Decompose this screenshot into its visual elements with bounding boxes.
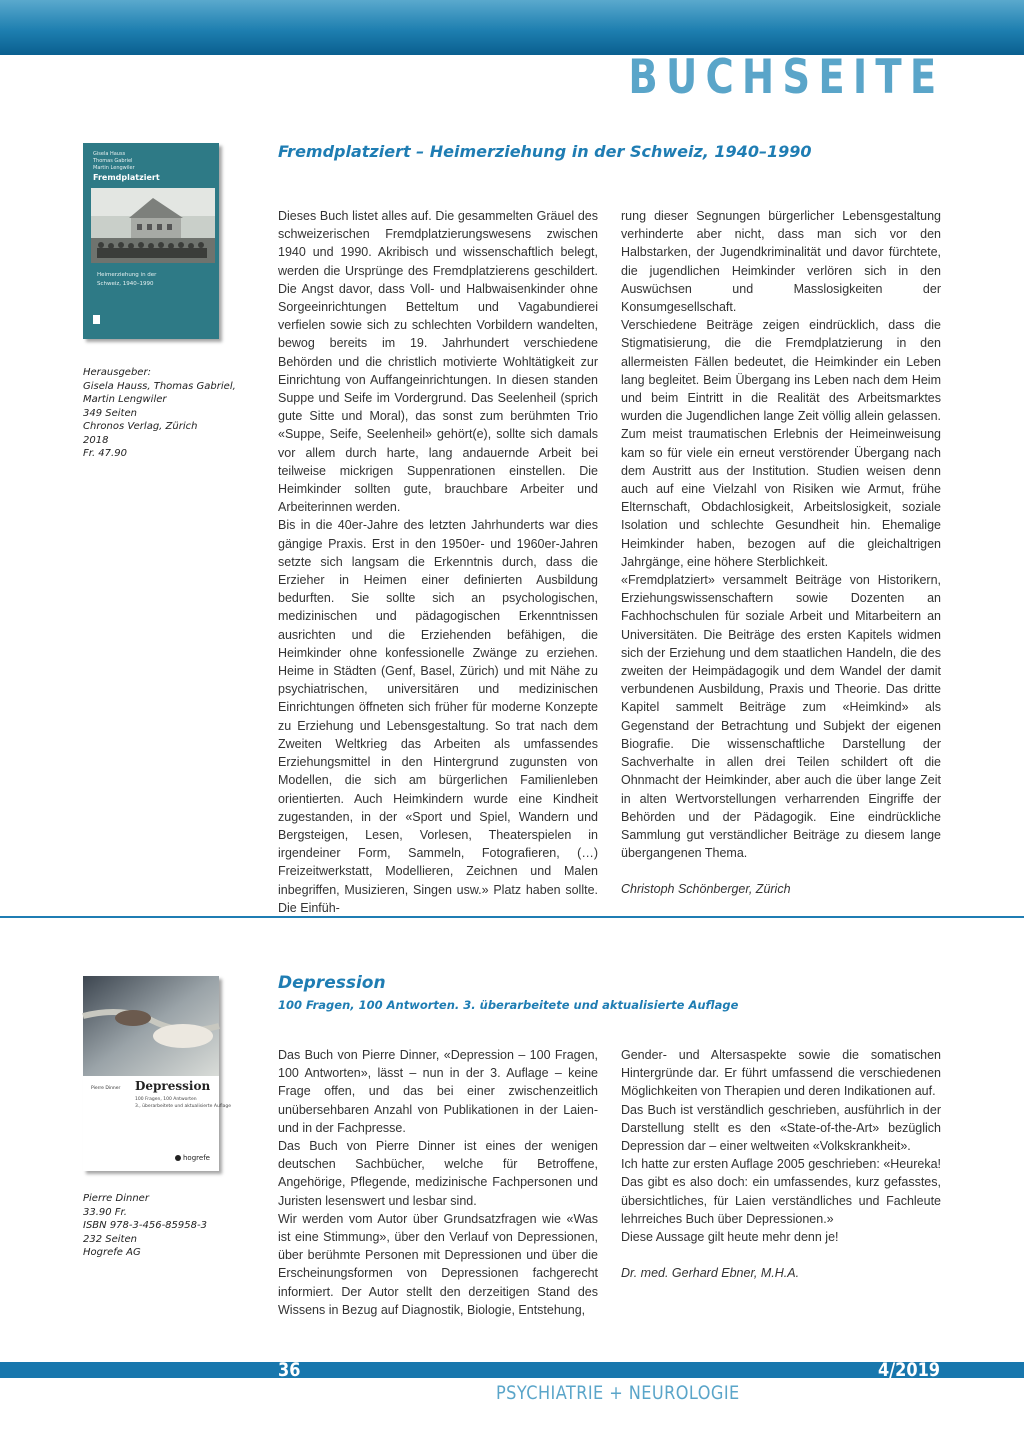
cover-author-3: Martin Lengwiler — [93, 165, 135, 171]
cover-author: Pierre Dinner — [91, 1086, 121, 1091]
footer-band — [0, 1362, 1024, 1378]
cover-author-2: Thomas Gabriel — [93, 158, 133, 164]
paragraph: Das Buch von Pierre Dinner, «Depression – 100 Fragen, 100 Antworten», lässt – nun in der 3. Auflage – keine Frage offen, und das bei einer zwischenzeitlich unübersehbaren Anzahl von Publikationen in der Laien- und in der Fachpresse. — [278, 1048, 598, 1135]
header-band — [0, 0, 1024, 55]
paragraph: Gender- und Altersaspekte sowie die somatischen Hintergründe dar. Er führt umfassend die verschiedenen Möglichkeiten von Therapien und deren Indikationen auf. — [621, 1048, 941, 1099]
meta-line: Fr. 47.90 — [83, 448, 127, 459]
cover-author-1: Gisela Hauss — [93, 151, 126, 157]
journal-name: PSYCHIATRIE + NEUROLOGIE — [496, 1382, 740, 1404]
page-number: 36 — [278, 1359, 301, 1381]
paragraph: Bis in die 40er-Jahre des letzten Jahrhunderts war dies gängige Praxis. Erst in den 1950er- und 1960er-Jahren setzte sich langsam die Erkenntnis durch, dass die Erzieher in Heimen einer definierten Ausbildung bedurften. Sie sollte sich an psychologischen, medizinischen und pädagogischen Erkenntnissen ausrichten und die Erziehenden befähigen, die Heimkinder ohne konfessionelle Zwänge zu erziehen. Heime in Städten (Genf, Basel, Zürich) und mit Nähe zu psychiatrischen, universitären und medizinischen Einrichtungen öffneten sich früher für moderne Konzepte zu Erziehung und Lebensgestaltung. So trat nach dem Zweiten Weltkrieg das Arbeiten als umfassendes Erziehungsmittel in den Hintergrund zugunsten von Modellen, die sich am bürgerlichen Familienleben orientierten. Auch Heimkindern wurde eine Kindheit zugestanden, in der «Sport und Spiel, Wandern und Bergsteigen, Lesen, Vorlesen, Theaterspielen in irgendeiner Form, Sammeln, Fotografieren, (…) Freizeitwerkstatt, Modellieren, Zeichnen und Malen inbegriffen, Musizieren, Singen usw.» Platz haben sollte. Die Einfüh- — [278, 518, 598, 915]
review2-subtitle: 100 Fragen, 100 Antworten. 3. überarbeitete und aktualisierte Auflage — [278, 998, 739, 1012]
cover-subtitle-1: Heimerziehung in der — [97, 272, 157, 278]
cover-subtitle-2: Schweiz, 1940–1990 — [97, 281, 154, 287]
cover-photo — [83, 976, 219, 1076]
review2-title: Depression — [278, 973, 386, 993]
meta-line: Chronos Verlag, Zürich — [83, 421, 198, 432]
paragraph: Das Buch ist verständlich geschrieben, ausführlich in der Darstellung stellt es den «State-of-the-Art» bezüglich Depression dar – einer weltweiten «Volkskrankheit». — [621, 1102, 941, 1154]
meta-line: 2018 — [83, 434, 109, 446]
review2-meta — [83, 1192, 253, 1260]
meta-line: 349 Seiten — [83, 407, 137, 419]
review1-signature: Christoph Schönberger, Zürich — [621, 882, 791, 897]
paragraph: Das Buch von Pierre Dinner ist eines der wenigen deutschen Sachbücher, welche für Betroffene, Angehörige, Pflegende, medizinische Fachpersonen und Juristen lesenswert und lesbar sind. — [278, 1139, 598, 1208]
review1-book-cover — [83, 143, 219, 339]
paragraph: «Fremdplatziert» versammelt Beiträge von Historikern, Erziehungswissenschaftern sowie Dozenten an Fachhochschulen für soziale Arbeit und Mitarbeitern an Universitäten. Die Beiträge des ersten Kapitels widmen sich der Erziehung und dem staatlichen Handeln, die des zweiten der Heimpädagogik und dem Wandel der damit verbundenen Ausbildung, Praxis und Theorie. Das dritte Kapitel sammelt Beiträge zum «Heimkind» als Gegenstand der Betrachtung und Subjekt der eigenen Biografie. Die wissenschaftliche Darstellung der Sachverhalte in allen drei Teilen schildert oft die Ohnmacht der Heimkinder, aber auch die über lange Zeit in alten Wertvorstellungen verharrenden Eingriffe der Behörden und der Pädagogik. Eine eindrückliche Sammlung gut verständlicher Beiträge zu diesem lange übergangenen Thema. — [621, 573, 941, 861]
meta-line: Martin Lengwiler — [83, 394, 167, 405]
paragraph: Ich hatte zur ersten Auflage 2005 geschrieben: «Heureka! Das gibt es also doch: ein umfassendes, kurz gefasstes, übersichtliches, für Laien verständliches und Fachleute lehrreiches Buch über Depressionen.» — [621, 1157, 941, 1226]
section-divider — [0, 916, 1024, 918]
hogrefe-logo-icon — [175, 1155, 181, 1161]
section-title: BUCHSEITE — [627, 50, 944, 105]
meta-line: Pierre Dinner — [83, 1193, 149, 1204]
review1-meta — [83, 366, 253, 461]
review2-signature: Dr. med. Gerhard Ebner, M.H.A. — [621, 1266, 800, 1281]
cover-publisher: hogrefe — [183, 1154, 210, 1162]
review2-column-2 — [621, 1046, 941, 1282]
meta-line: Herausgeber: — [83, 367, 151, 378]
paragraph: Dieses Buch listet alles auf. Die gesammelten Gräuel des schweizerischen Fremdplatzierungswesens zwischen 1940 und 1990. Akribisch und wissenschaftlich belegt, werden die Ursprünge des Fremdplatzierens geschildert. Die Angst davor, dass Voll- und Halbwaisenkinder ohne Sorgeeinrichtungen Betteltum und Vagabundierei verfielen sowie sich zu schlechten Vorbildern wandelten, bewog bereits im 19. Jahrhundert verschiedene Behörden und die christlich motivierte Wohltätigkeit zur Einrichtung von Auffangeinrichtungen. In diesen standen Suppe und Seife im Vordergrund. Das Seelenheil (sprich gute Sitte und Moral), das sonst zum berühmten Trio «Suppe, Seife, Seelenheil» gehört(e), sollte sich damals vor allem durch harte, lang andauernde Arbeit bei teilweise mickrigen Suppenrationen einstellen. Die Heimkinder sollten gute, brauchbare Arbeiter und Arbeiterinnen werden. — [278, 209, 598, 515]
paragraph: rung dieser Segnungen bürgerlicher Lebensgestaltung verhinderte aber nicht, dass man sich vor den Halbstarken, der Jugendkriminalität und davor fürchtete, die jugendlichen Heimkinder verlören sich in den Auswüchsen und Masslosigkeiten der Konsumgesellschaft. — [621, 209, 941, 315]
review1-column-1 — [278, 207, 598, 917]
meta-line: Hogrefe AG — [83, 1247, 141, 1258]
cover-title: Fremdplatziert — [93, 173, 160, 182]
paragraph: Diese Aussage gilt heute mehr denn je! — [621, 1230, 839, 1245]
cover-subtitle-1: 100 Fragen, 100 Antworten — [135, 1097, 197, 1102]
meta-line: Gisela Hauss, Thomas Gabriel, — [83, 380, 236, 392]
paragraph: Verschiedene Beiträge zeigen eindrücklich, dass die Stigmatisierung, die die Fremdplatzierung in den allermeisten Fällen bedeutet, die Heimkinder ein Leben lang begleitet. Beim Übergang ins Leben nach dem Heim und beim Eintritt in die Realität des Arbeitsmarktes wurden die Jugendlichen lange Zeit völlig allein gelassen. Zum meist traumatischen Erlebnis der Heimeinweisung kam so für viele ein erneut verstörender Übergang nach dem Austritt aus der Institution. Studien weisen denn auch auf eine Vielzahl von Risiken wie Armut, frühe Elternschaft, Obdachlosigkeit, Arbeitslosigkeit, soziale Isolation und schlechte Gesundheit hin. Ehemalige Heimkinder haben, bezogen auf die gleichaltrigen Jahrgänge, eine höhere Sterblichkeit. — [621, 318, 941, 569]
meta-line: 33.90 Fr. — [83, 1206, 127, 1218]
review2-book-cover — [83, 976, 232, 1171]
cover-photo — [91, 188, 215, 263]
review1-column-2 — [621, 207, 941, 899]
publisher-logo-icon — [93, 315, 100, 324]
review2-column-1 — [278, 1046, 598, 1319]
paragraph: Wir werden vom Autor über Grundsatzfragen wie «Was ist eine Stimmung», über den Verlauf von Depressionen, über berühmte Personen mit Depressionen und über die Erscheinungsformen von Depressionen fachgerecht informiert. Der Autor stellt den derzeitigen Stand des Wissens in Bezug auf Diagnostik, Biologie, Entstehung, — [278, 1211, 598, 1317]
issue-number: 4/2019 — [877, 1359, 940, 1381]
cover-title: Depression — [135, 1079, 211, 1093]
cover-subtitle-2: 3., überarbeitete und aktualisierte Auflage — [135, 1104, 232, 1109]
meta-line: 232 Seiten — [83, 1233, 137, 1245]
meta-line: ISBN 978-3-456-85958-3 — [83, 1220, 207, 1231]
review1-title: Fremdplatziert – Heimerziehung in der Schweiz, 1940–1990 — [278, 142, 812, 161]
